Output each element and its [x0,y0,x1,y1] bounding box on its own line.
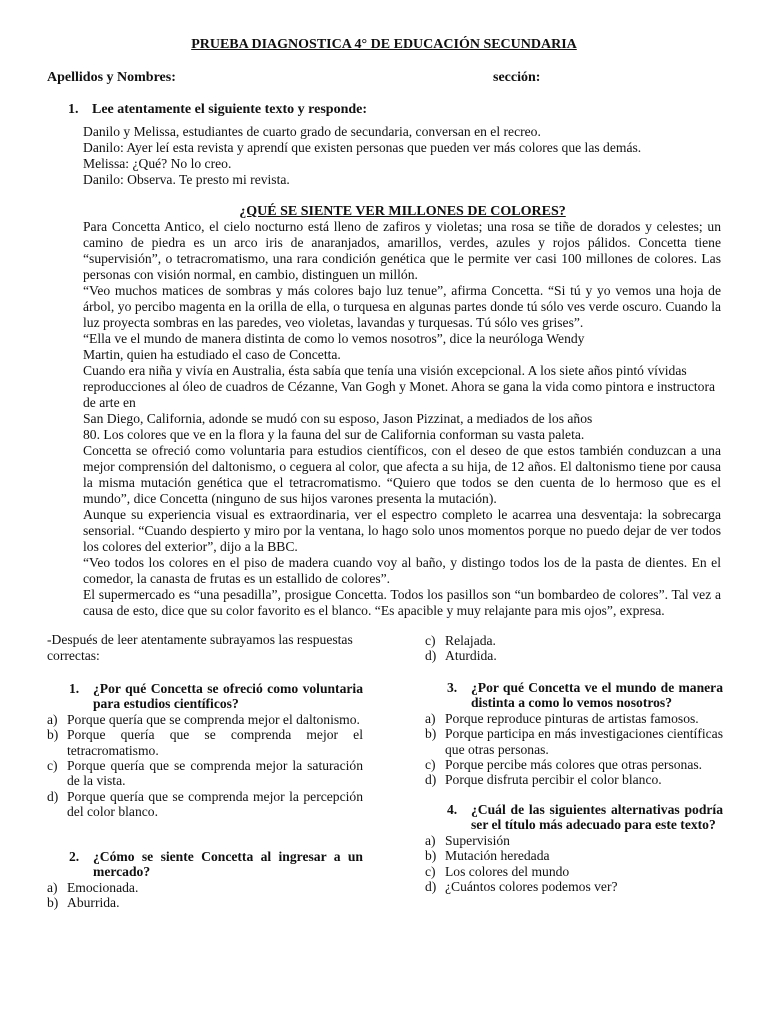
article-paragraph: Concetta se ofreció como voluntaria para estudios científicos, con el deseo de que estos también conduzcan a una mejor comprensión del daltonismo, o ceguera al color, que afecta a su hija, de 12 años. El daltonismo tiene por causa la misma mutación genética que el tetracromatismo. “Quiero que todos se den cuenta de lo hermoso que es el mundo”, dice Concetta (ninguno de sus hijos varones presenta la mutación). [83,443,721,506]
option-3a[interactable] [425,711,723,726]
question-text: ¿Por qué Concetta se ofreció como voluntaria para estudios científicos? [93,681,363,712]
question-text: ¿Cuál de las siguientes alternativas podría ser el título más adecuado para este texto? [471,802,723,833]
question-1-heading [68,102,367,118]
article-paragraph: Para Concetta Antico, el cielo nocturno está lleno de zafiros y violetas; una rosa se tiñe de dorados y celestes; un camino de piedra es un arco iris de anaranjados, amarillos, verdes, azules y rojos pálidos. Concetta tiene “supervisión”, o tetracromatismo, una rara condición genética que le permite ver casi 100 millones de colores. Las personas con visión normal, en cambio, distinguen un millón. [83,219,721,282]
article-paragraph: Aunque su experiencia visual es extraordinaria, ver el espectro completo le acarrea una desventaja: la sobrecarga sensorial. “Cuando despierto y miro por la ventana, lo hago solo unos momentos porque no puedo dejar de ver todos los colores del exterior”, dijo a la BBC. [83,507,721,554]
article-paragraph: Martin, quien ha estudiado el caso de Concetta. [83,347,341,362]
option-letter: b) [47,727,59,743]
dialogue [83,124,723,188]
option-letter: c) [425,633,436,648]
question-number: 3. [447,680,458,695]
option-text: Supervisión [445,832,510,848]
option-text: Mutación heredada [445,848,550,864]
article-paragraph: El supermercado es “una pesadilla”, prosigue Concetta. Todos los pasillos son “un bombardeo de colores”. Tal vez a causa de esto, dice que su color favorito es el blanco. “Es apacible y muy relajante para mis ojos”, expresa. [83,587,721,618]
option-letter: d) [425,772,437,788]
option-text: Porque quería que se comprenda mejor la saturación de la vista. [67,758,363,789]
answer-instructions: -Después de leer atentamente subrayamos las respuestas correctas: [47,632,353,663]
option-letter: c) [47,758,58,774]
article-paragraph: “Veo todos los colores en el piso de madera cuando voy al baño, y distingo todos los de la pasta de dientes. En el comedor, la canasta de frutas es un estallido de colores”. [83,555,721,586]
option-text: ¿Cuántos colores podemos ver? [445,879,618,895]
option-text: Los colores del mundo [445,863,570,879]
option-2c[interactable] [425,633,723,648]
page-title: PRUEBA DIAGNOSTICA 4° DE EDUCACIÓN SECUNDARIA [191,37,577,52]
option-text: Porque participa en más investigaciones científicas que otras personas. [445,726,723,757]
article-paragraph: “Ella ve el mundo de manera distinta de como lo vemos nosotros”, dice la neuróloga Wendy [83,331,585,346]
article-title: ¿QUÉ SE SIENTE VER MILLONES DE COLORES? [239,204,566,219]
option-letter: c) [425,863,436,879]
question-text: ¿Cómo se siente Concetta al ingresar a un mercado? [93,849,363,880]
question-block-4 [425,802,723,894]
question-block-2 [47,849,363,911]
dialogue-line: Danilo y Melissa, estudiantes de cuarto grado de secundaria, conversan en el recreo. [83,124,541,139]
article-body [83,219,721,619]
article-paragraph: 80. Los colores que ve en la flora y la fauna del sur de California conforman su vasta paleta. [83,427,585,442]
question-1 [47,681,363,712]
option-letter: d) [425,879,437,895]
option-letter: c) [425,757,436,773]
question-1-instruction: Lee atentamente el siguiente texto y responde: [92,102,368,117]
option-1a[interactable] [47,712,363,727]
question-block-2-continued [425,633,723,664]
question-number: 2. [69,849,80,864]
question-4 [425,802,723,833]
option-1b[interactable] [47,727,363,758]
option-text: Relajada. [445,633,496,648]
option-1c[interactable] [47,758,363,789]
section-label: sección: [493,70,541,85]
option-2a[interactable] [47,880,363,895]
question-number: 1. [69,681,80,696]
question-block-3 [425,680,723,788]
option-2d[interactable] [425,648,723,663]
option-letter: a) [425,710,436,726]
question-number: 4. [447,802,458,817]
option-4c[interactable] [425,864,723,879]
option-4d[interactable] [425,879,723,894]
option-letter: b) [47,895,59,911]
question-block-1 [47,681,363,820]
option-letter: b) [425,726,437,742]
option-3d[interactable] [425,772,723,787]
option-text: Aturdida. [445,648,497,664]
article-paragraph: “Veo muchos matices de sombras y más colores bajo luz tenue”, afirma Concetta. “Si tú y yo vemos una hoja de árbol, yo percibo magenta en la orilla de ella, o turquesa en algunas partes donde tú sólo ves verde oscuro. Cuando la luz proyecta sombras en las paredes, veo violetas, lavandas y turquesas. Tú sólo ves grises”. [83,283,721,330]
question-1-number: 1. [68,102,79,117]
dialogue-line: Danilo: Ayer leí esta revista y aprendí que existen personas que pueden ver más colores que las demás. [83,140,642,155]
option-letter: d) [47,788,59,804]
dialogue-line: Danilo: Observa. Te presto mi revista. [83,172,290,187]
option-text: Aburrida. [67,895,120,911]
dialogue-line: Melissa: ¿Qué? No lo creo. [83,156,232,171]
option-letter: b) [425,848,437,864]
option-text: Porque quería que se comprenda mejor la percepción del color blanco. [67,788,363,820]
article-paragraph: San Diego, California, adonde se mudó con su esposo, Jason Pizzinat, a mediados de los años [83,411,593,426]
question-text: ¿Por qué Concetta ve el mundo de manera distinta a como lo vemos nosotros? [471,680,723,711]
option-letter: a) [425,832,436,848]
option-4b[interactable] [425,848,723,863]
question-2 [47,849,363,880]
option-text: Porque quería que se comprenda mejor el daltonismo. [67,711,360,727]
article-paragraph: Cuando era niña y vivía en Australia, ésta sabía que tenía una visión excepcional. A los siete años pintó vívidas reproducciones al óleo de cuadros de Cézanne, Van Gogh y Monet. Ahora se gana la vida como pintora e instructora de arte en [83,363,716,410]
option-letter: a) [47,711,58,727]
option-text: Emocionada. [67,879,139,895]
option-letter: a) [47,879,58,895]
option-text: Porque disfruta percibir el color blanco. [445,772,662,788]
option-text: Porque quería que se comprenda mejor el tetracromatismo. [67,727,363,758]
option-letter: d) [425,648,437,664]
option-3b[interactable] [425,726,723,757]
option-3c[interactable] [425,757,723,772]
option-1d[interactable] [47,789,363,820]
option-text: Porque reproduce pinturas de artistas famosos. [445,710,699,726]
question-3 [425,680,723,711]
option-4a[interactable] [425,833,723,848]
option-text: Porque percibe más colores que otras personas. [445,757,703,773]
name-label: Apellidos y Nombres: [47,70,176,85]
option-2b[interactable] [47,895,363,910]
